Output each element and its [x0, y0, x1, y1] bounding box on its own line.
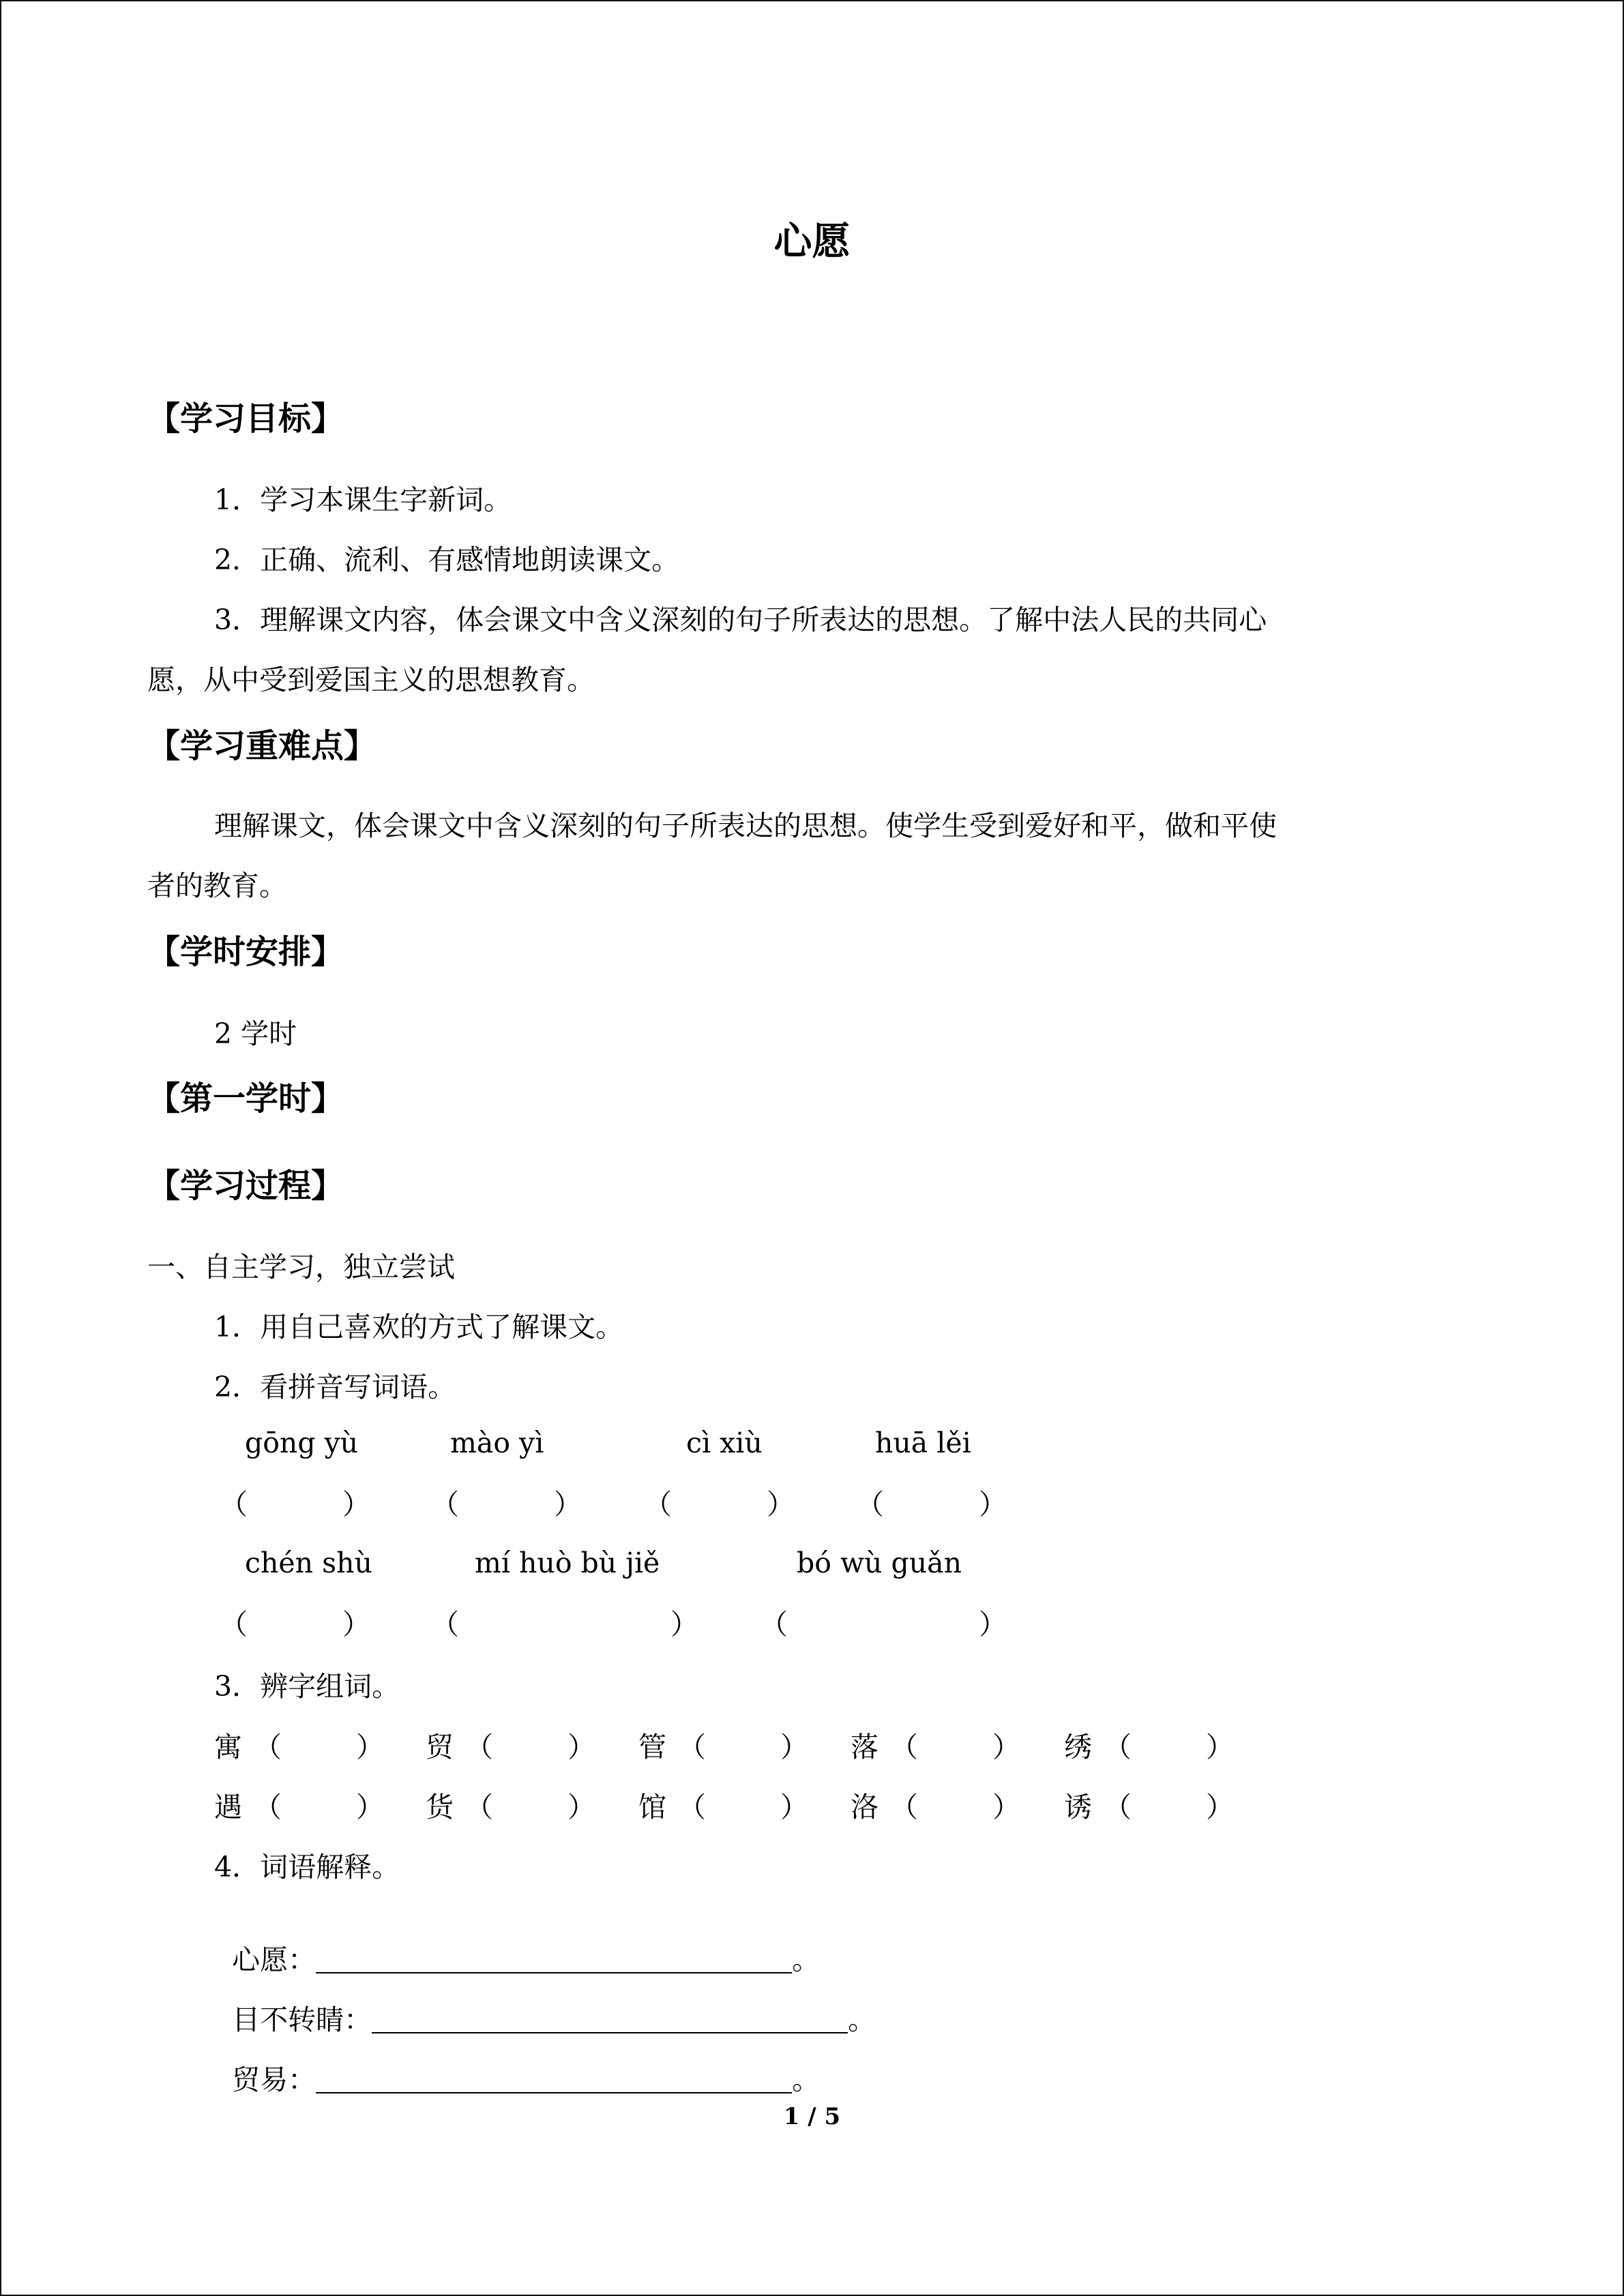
keypoints-line-2: 者的教育。 [147, 869, 287, 902]
paren-open[interactable]: （ [678, 1791, 706, 1823]
paren-close: ） [567, 1731, 595, 1763]
definition-term: 心愿： [232, 1943, 316, 1976]
schedule-heading: 【学时安排】 [147, 933, 344, 971]
question-3: 3．辨字组词。 [214, 1670, 400, 1703]
char-guan2: 馆 [638, 1791, 666, 1823]
paren-open[interactable]: （ [890, 1731, 918, 1763]
keypoints-heading: 【学习重难点】 [147, 727, 377, 765]
paren-close: ） [567, 1791, 595, 1823]
pinyin-mihuobujie: mí huò bù jiě [475, 1547, 660, 1579]
pinyin-bowuguan: bó wù guǎn [797, 1547, 962, 1579]
goal-item-3: 3．理解课文内容，体会课文中含义深刻的句子所表达的思想。了解中法人民的共同心 [214, 603, 1267, 636]
answer-close-7: ） [979, 1608, 1007, 1641]
pinyin-hualei: huā lěi [875, 1427, 971, 1459]
definition-term: 贸易： [232, 2063, 316, 2096]
answer-open-5[interactable]: （ [220, 1608, 248, 1641]
definition-row-maoyi [214, 2025, 820, 2098]
paren-open[interactable]: （ [254, 1791, 282, 1823]
char-guan: 管 [638, 1731, 666, 1763]
paren-close: ） [780, 1731, 808, 1763]
goal-item-3-cont: 愿，从中受到爱国主义的思想教育。 [147, 664, 595, 696]
section-1-heading: 一、自主学习，独立尝试 [147, 1251, 455, 1283]
paren-open[interactable]: （ [465, 1731, 493, 1763]
paren-close: ） [1206, 1791, 1234, 1823]
paren-close: ） [780, 1791, 808, 1823]
char-yu2: 遇 [214, 1791, 242, 1823]
paren-open[interactable]: （ [465, 1791, 493, 1823]
paren-close: ） [356, 1791, 384, 1823]
char-luo2: 洛 [851, 1791, 879, 1823]
pinyin-gongyu: gōng yù [245, 1427, 359, 1459]
paren-open[interactable]: （ [1104, 1791, 1132, 1823]
schedule-text: 2 学时 [214, 1017, 297, 1050]
answer-close-2: ） [554, 1488, 582, 1521]
first-period-heading: 【第一学时】 [147, 1079, 344, 1118]
paren-close: ） [992, 1731, 1020, 1763]
pinyin-maoyi: mào yì [450, 1427, 544, 1459]
definition-term: 目不转睛： [232, 2003, 372, 2036]
process-heading: 【学习过程】 [147, 1167, 344, 1205]
goal-item-1: 1．学习本课生字新词。 [214, 483, 512, 516]
answer-open-4[interactable]: （ [856, 1488, 884, 1521]
char-luo: 落 [851, 1731, 879, 1763]
char-xiu: 绣 [1064, 1731, 1092, 1763]
answer-open-3[interactable]: （ [644, 1488, 672, 1521]
page-title: 心愿 [773, 219, 851, 264]
answer-line[interactable] [316, 2068, 792, 2093]
definition-period: 。 [792, 2063, 821, 2096]
answer-open-6[interactable]: （ [431, 1608, 459, 1641]
paren-open[interactable]: （ [678, 1731, 706, 1763]
pinyin-chenshu: chén shù [245, 1547, 372, 1579]
char-huo: 货 [426, 1791, 454, 1823]
keypoints-line-1: 理解课文，体会课文中含义深刻的句子所表达的思想。使学生受到爱好和平，做和平使 [214, 809, 1277, 842]
answer-close-6: ） [670, 1608, 698, 1641]
definition-period: 。 [792, 1943, 821, 1976]
question-2: 2．看拼音写词语。 [214, 1371, 456, 1403]
paren-close: ） [1206, 1731, 1234, 1763]
goal-item-2: 2．正确、流利、有感情地朗读课文。 [214, 543, 680, 576]
answer-close-1: ） [342, 1488, 370, 1521]
char-yu: 寓 [214, 1731, 242, 1763]
answer-close-5: ） [342, 1608, 370, 1641]
char-mao: 贸 [426, 1731, 454, 1763]
paren-close: ） [992, 1791, 1020, 1823]
paren-open[interactable]: （ [254, 1731, 282, 1763]
paren-open[interactable]: （ [890, 1791, 918, 1823]
char-you: 诱 [1064, 1791, 1092, 1823]
page-number: 1 / 5 [783, 2103, 841, 2130]
paren-open[interactable]: （ [1104, 1731, 1132, 1763]
definition-period: 。 [848, 2003, 876, 2036]
goals-heading: 【学习目标】 [147, 400, 344, 438]
answer-close-4: ） [979, 1488, 1007, 1521]
answer-open-2[interactable]: （ [431, 1488, 459, 1521]
answer-open-7[interactable]: （ [760, 1608, 788, 1641]
question-1: 1．用自己喜欢的方式了解课文。 [214, 1311, 624, 1343]
answer-open-1[interactable]: （ [220, 1488, 248, 1521]
question-4: 4．词语解释。 [214, 1851, 400, 1883]
pinyin-cixiu: cì xiù [686, 1427, 763, 1459]
paren-close: ） [356, 1731, 384, 1763]
answer-close-3: ） [767, 1488, 795, 1521]
